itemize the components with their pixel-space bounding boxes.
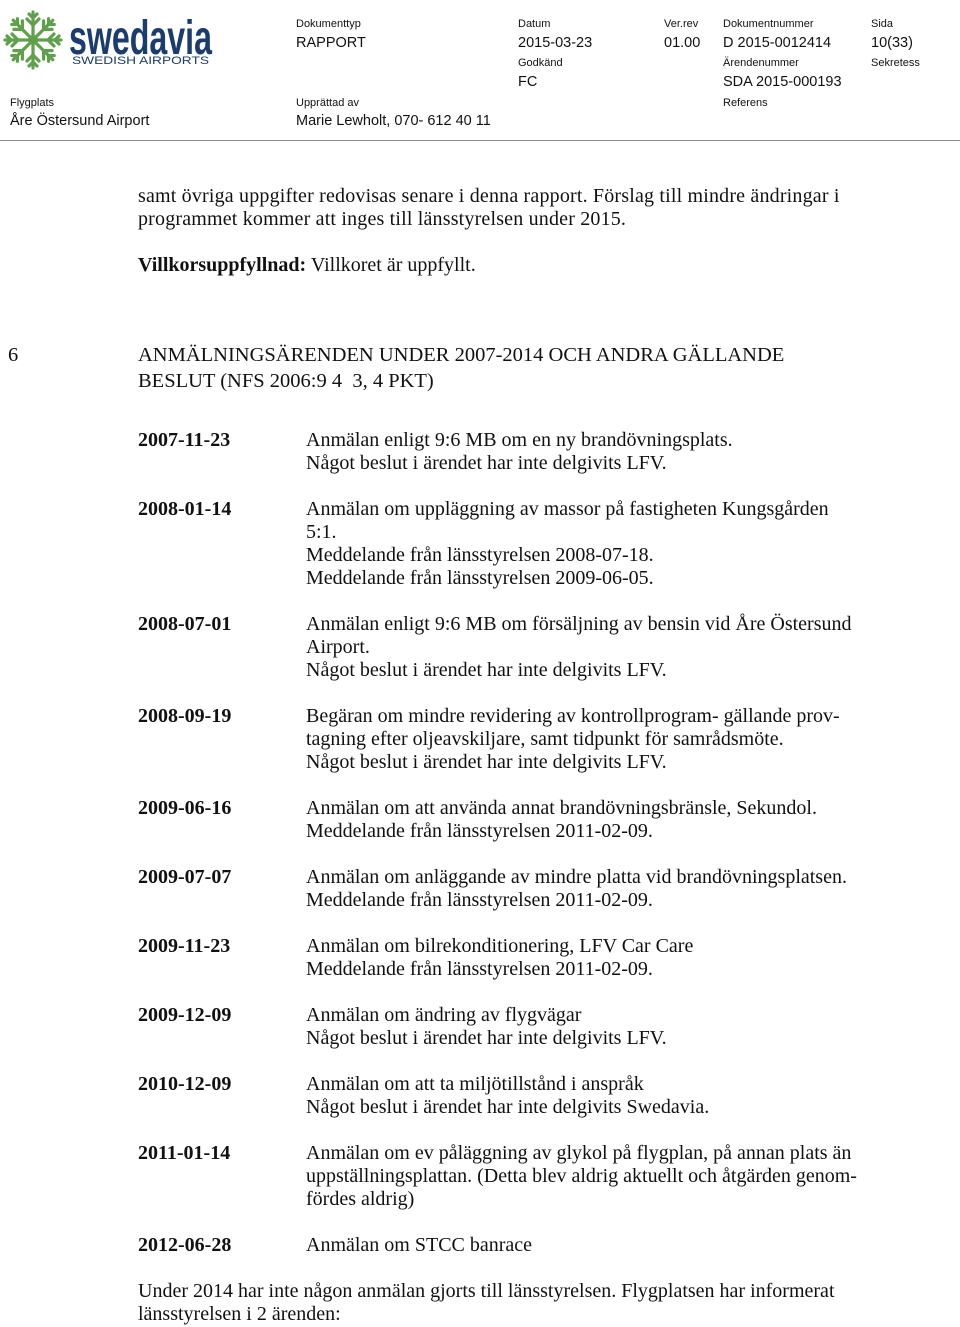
notification-entry (138, 498, 960, 590)
closing-line: länsstyrelsen i 2 ärenden: (138, 1303, 341, 1325)
entry-text-line: tagning efter oljeavskiljare, samt tidpunkt för samrådsmöte. (306, 728, 784, 750)
notification-entry (138, 797, 960, 843)
compliance-label: Villkorsuppfyllnad: (138, 254, 307, 276)
entry-date: 2010-12-09 (138, 1073, 232, 1095)
entry-date: 2009-12-09 (138, 1004, 232, 1026)
notification-entry (138, 705, 960, 774)
entry-date: 2008-09-19 (138, 705, 232, 727)
approved-label: Godkänd (518, 56, 563, 69)
entry-text-line: Anmälan om uppläggning av massor på fastigheten Kungsgården (306, 498, 829, 520)
airport-value: Åre Östersund Airport (10, 112, 150, 129)
document-number-value: D 2015-0012414 (723, 34, 832, 51)
entry-description (306, 1004, 960, 1050)
entry-description (306, 1234, 960, 1257)
closing-paragraph (138, 1280, 960, 1326)
version-label: Ver.rev (664, 17, 699, 30)
notification-entry (138, 1142, 960, 1211)
notification-entry (138, 866, 960, 912)
entry-text-line: Något beslut i ärendet har inte delgivits LFV. (306, 659, 667, 681)
closing-line: Under 2014 har inte någon anmälan gjorts till länsstyrelsen. Flygplatsen har informerat (138, 1280, 835, 1302)
notification-entry (138, 1073, 960, 1119)
entry-description (306, 866, 960, 912)
entry-text-line: Anmälan om ev påläggning av glykol på flygplan, på annan plats än (306, 1142, 852, 1164)
entry-text-line: 5:1. (306, 521, 337, 543)
entry-date: 2009-11-23 (138, 935, 231, 957)
document-type-value: RAPPORT (296, 34, 366, 51)
entry-text-line: Anmälan om att ta miljötillstånd i anspråk (306, 1073, 644, 1095)
prepared-by-value: Marie Lewholt, 070- 612 40 11 (296, 112, 491, 129)
entry-description (306, 1073, 960, 1119)
confidentiality-label: Sekretess (871, 56, 920, 69)
entry-text-line: fördes aldrig) (306, 1188, 415, 1210)
page-label: Sida (871, 17, 894, 30)
intro-line: samt övriga uppgifter redovisas senare i denna rapport. Förslag till mindre ändringar i (138, 185, 840, 207)
entry-description (306, 935, 960, 981)
entry-date: 2012-06-28 (138, 1234, 232, 1256)
case-number-value: SDA 2015-000193 (723, 73, 842, 90)
entry-description (306, 705, 960, 774)
entry-text-line: Något beslut i ärendet har inte delgivits Swedavia. (306, 1096, 710, 1118)
entry-text-line: uppställningsplattan. (Detta blev aldrig aktuellt och åtgärden genom- (306, 1165, 857, 1187)
notification-list (138, 429, 960, 1326)
notification-entry (138, 1004, 960, 1050)
compliance-line (138, 254, 476, 277)
entry-text-line: Anmälan enligt 9:6 MB om försäljning av bensin vid Åre Östersund (306, 613, 852, 635)
document-number-label: Dokumentnummer (723, 17, 814, 30)
document-type-label: Dokumenttyp (296, 17, 361, 30)
compliance-text: Villkoret är uppfyllt. (310, 254, 476, 276)
airport-label: Flygplats (10, 96, 55, 109)
entry-text-line: Något beslut i ärendet har inte delgivits LFV. (306, 452, 667, 474)
entry-date: 2009-06-16 (138, 797, 232, 819)
entry-description (306, 613, 960, 682)
notification-entry (138, 1234, 960, 1257)
reference-label: Referens (723, 96, 768, 109)
case-number-label: Ärendenummer (723, 56, 799, 69)
entry-text-line: Airport. (306, 636, 370, 658)
entry-text-line: Anmälan om att använda annat brandövningsbränsle, Sekundol. (306, 797, 817, 819)
intro-line: programmet kommer att inges till länsstyrelsen under 2015. (138, 208, 627, 230)
approved-value: FC (518, 73, 538, 90)
logo-tagline: SWEDISH AIRPORTS (72, 55, 209, 67)
entry-text-line: Begäran om mindre revidering av kontrollprogram- gällande prov- (306, 705, 840, 727)
entry-description (306, 498, 960, 590)
entry-text-line: Meddelande från länsstyrelsen 2009-06-05. (306, 567, 654, 589)
section-heading (138, 342, 784, 394)
entry-text-line: Meddelande från länsstyrelsen 2011-02-09. (306, 958, 653, 980)
entry-date: 2011-01-14 (138, 1142, 231, 1164)
notification-entry (138, 429, 960, 475)
entry-text-line: Anmälan om ändring av flygvägar (306, 1004, 582, 1026)
entry-text-line: Något beslut i ärendet har inte delgivits LFV. (306, 1027, 667, 1049)
document-header (0, 0, 960, 141)
notification-entry (138, 935, 960, 981)
section-heading-line: ANMÄLNINGSÄRENDEN UNDER 2007-2014 OCH ANDRA GÄLLANDE (138, 344, 785, 366)
version-value: 01.00 (664, 34, 701, 51)
entry-description (306, 429, 960, 475)
entry-text-line: Anmälan om STCC banrace (306, 1234, 533, 1256)
entry-text-line: Anmälan enligt 9:6 MB om en ny brandövningsplats. (306, 429, 733, 451)
date-value: 2015-03-23 (518, 34, 593, 51)
entry-text-line: Meddelande från länsstyrelsen 2011-02-09. (306, 820, 653, 842)
entry-date: 2008-07-01 (138, 613, 232, 635)
entry-date: 2008-01-14 (138, 498, 232, 520)
entry-description (306, 1142, 960, 1211)
prepared-by-label: Upprättad av (296, 96, 359, 109)
page-value: 10(33) (871, 34, 913, 51)
entry-text-line: Anmälan om anläggande av mindre platta vid brandövningsplatsen. (306, 866, 847, 888)
entry-text-line: Anmälan om bilrekonditionering, LFV Car Care (306, 935, 694, 957)
section-heading-line: BESLUT (NFS 2006:9 4 3, 4 PKT) (138, 370, 434, 392)
date-label: Datum (518, 17, 551, 30)
entry-text-line: Meddelande från länsstyrelsen 2011-02-09. (306, 889, 653, 911)
intro-paragraph (138, 185, 840, 231)
logo-wordmark: swedavia (69, 12, 213, 65)
entry-text-line: Något beslut i ärendet har inte delgivits LFV. (306, 751, 667, 773)
notification-entry (138, 613, 960, 682)
header-divider (0, 140, 960, 141)
entry-date: 2009-07-07 (138, 866, 232, 888)
section-number: 6 (8, 344, 19, 366)
entry-text-line: Meddelande från länsstyrelsen 2008-07-18. (306, 544, 654, 566)
entry-date: 2007-11-23 (138, 429, 231, 451)
entry-description (306, 797, 960, 843)
